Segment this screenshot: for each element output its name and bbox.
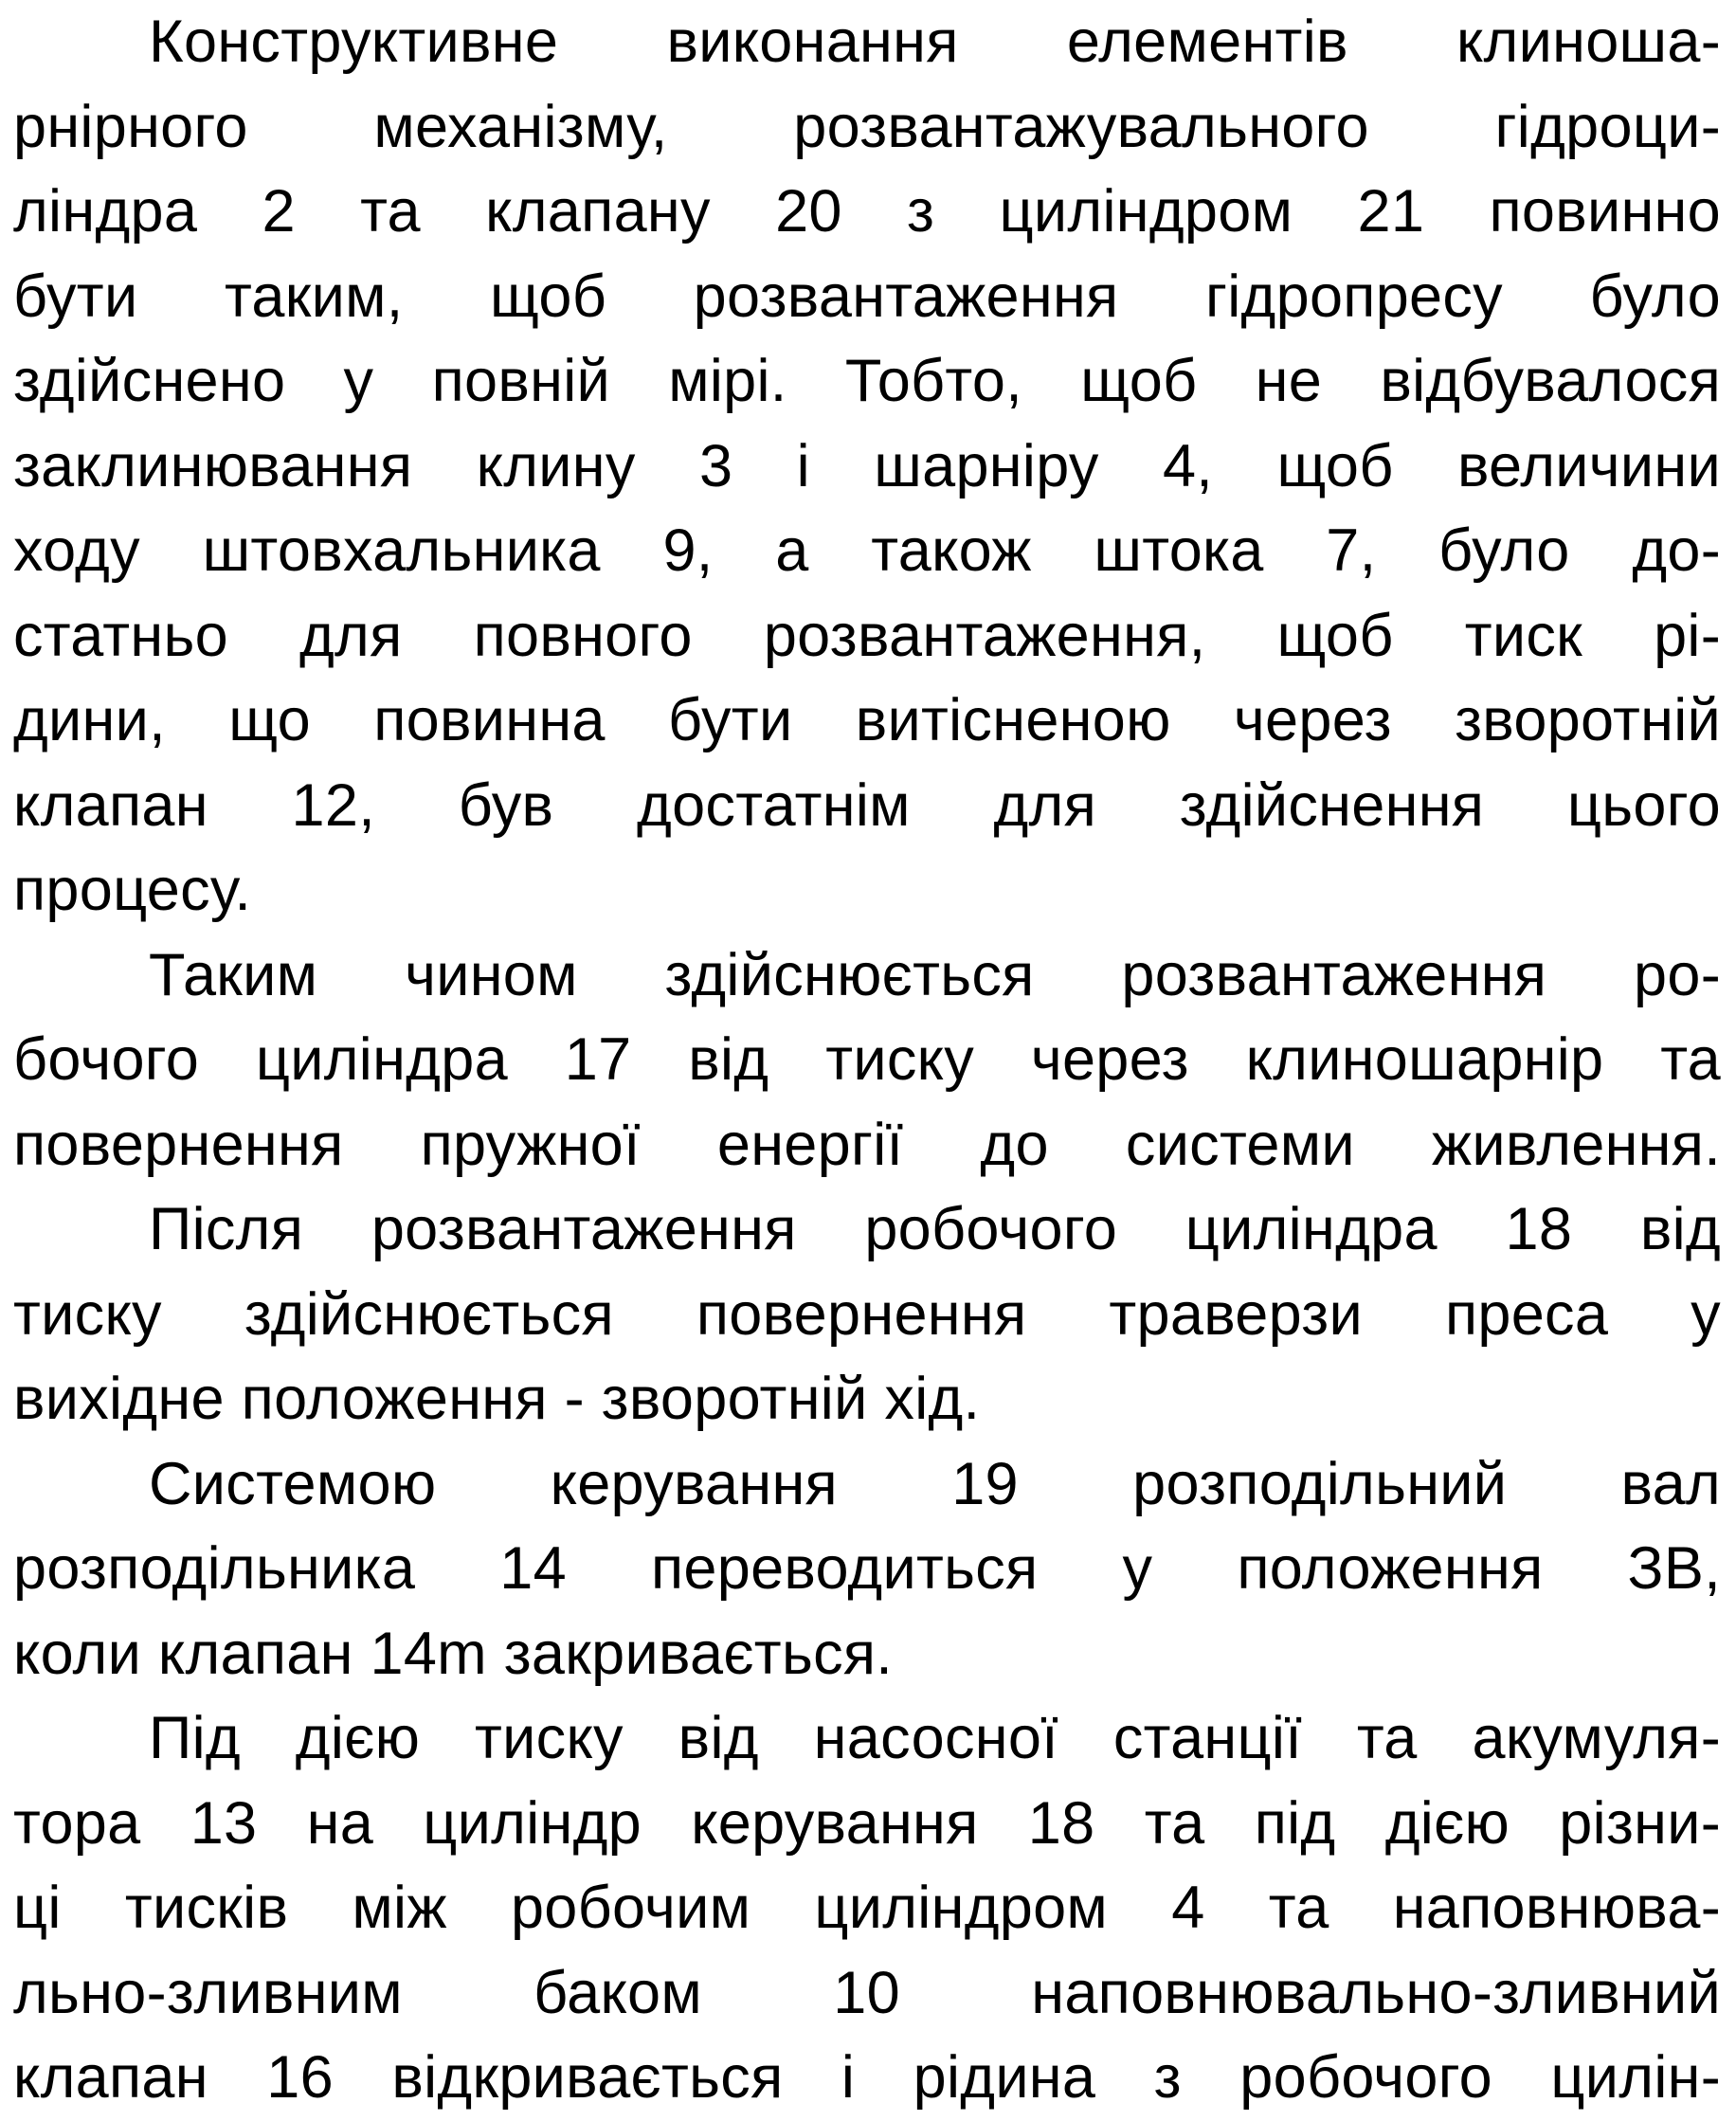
text-line: Після розвантаження робочого циліндра 18 від (149, 1196, 1721, 1262)
text-line: ліндра 2 та клапану 20 з циліндром 21 повинно (13, 178, 1721, 245)
text-line: рнірного механізму, розвантажувального гідроци- (13, 93, 1721, 160)
text-line: вихідне положення - зворотній хід. (13, 1366, 981, 1432)
text-line: Конструктивне виконання елементів клиноша- (149, 9, 1721, 75)
text-line: статньо для повного розвантаження, щоб тиск рі- (13, 602, 1721, 669)
text-line: ці тисків між робочим циліндром 4 та наповнюва- (13, 1875, 1721, 1941)
text-line: процесу. (13, 857, 252, 923)
text-line: коли клапан 14m закривається. (13, 1620, 894, 1687)
paragraph-4 (13, 1442, 1721, 1697)
paragraph-5 (13, 1696, 1721, 2121)
paragraph-2 (13, 934, 1721, 1188)
text-line: розподільника 14 переводиться у положення ЗВ, (13, 1535, 1721, 1602)
text-line: дини, що повинна бути витісненою через зворотній (13, 687, 1721, 753)
paragraph-3 (13, 1187, 1721, 1442)
text-line: клапан 16 відкривається і рідина з робочого цилін- (13, 2044, 1721, 2111)
text-line: повернення пружної енергії до системи живлення. (13, 1111, 1721, 1178)
text-line: тора 13 на циліндр керування 18 та під дією різни- (13, 1789, 1721, 1857)
text-line: тиску здійснюється повернення траверзи преса у (13, 1280, 1721, 1348)
text-line: Системою керування 19 розподільний вал (149, 1450, 1721, 1517)
paragraph-1 (13, 0, 1721, 934)
text-line: льно-зливним баком 10 наповнювально-зливний (13, 1959, 1721, 2026)
document-page (13, 0, 1721, 2121)
text-line: здійснено у повній мірі. Тобто, щоб не відбувалося (13, 348, 1721, 414)
text-line: Таким чином здійснюється розвантаження ро- (149, 941, 1721, 1008)
text-line: заклинювання клину 3 і шарніру 4, щоб величини (13, 432, 1721, 499)
text-line: бочого циліндра 17 від тиску через клиношарнір та (13, 1026, 1721, 1093)
text-line: Під дією тиску від насосної станції та акумуля- (149, 1705, 1721, 1771)
text-line: ходу штовхальника 9, а також штока 7, було до- (13, 517, 1721, 584)
text-line: клапан 12, був достатнім для здійснення цього (13, 771, 1721, 839)
text-line: бути таким, щоб розвантаження гідропресу було (13, 263, 1721, 330)
